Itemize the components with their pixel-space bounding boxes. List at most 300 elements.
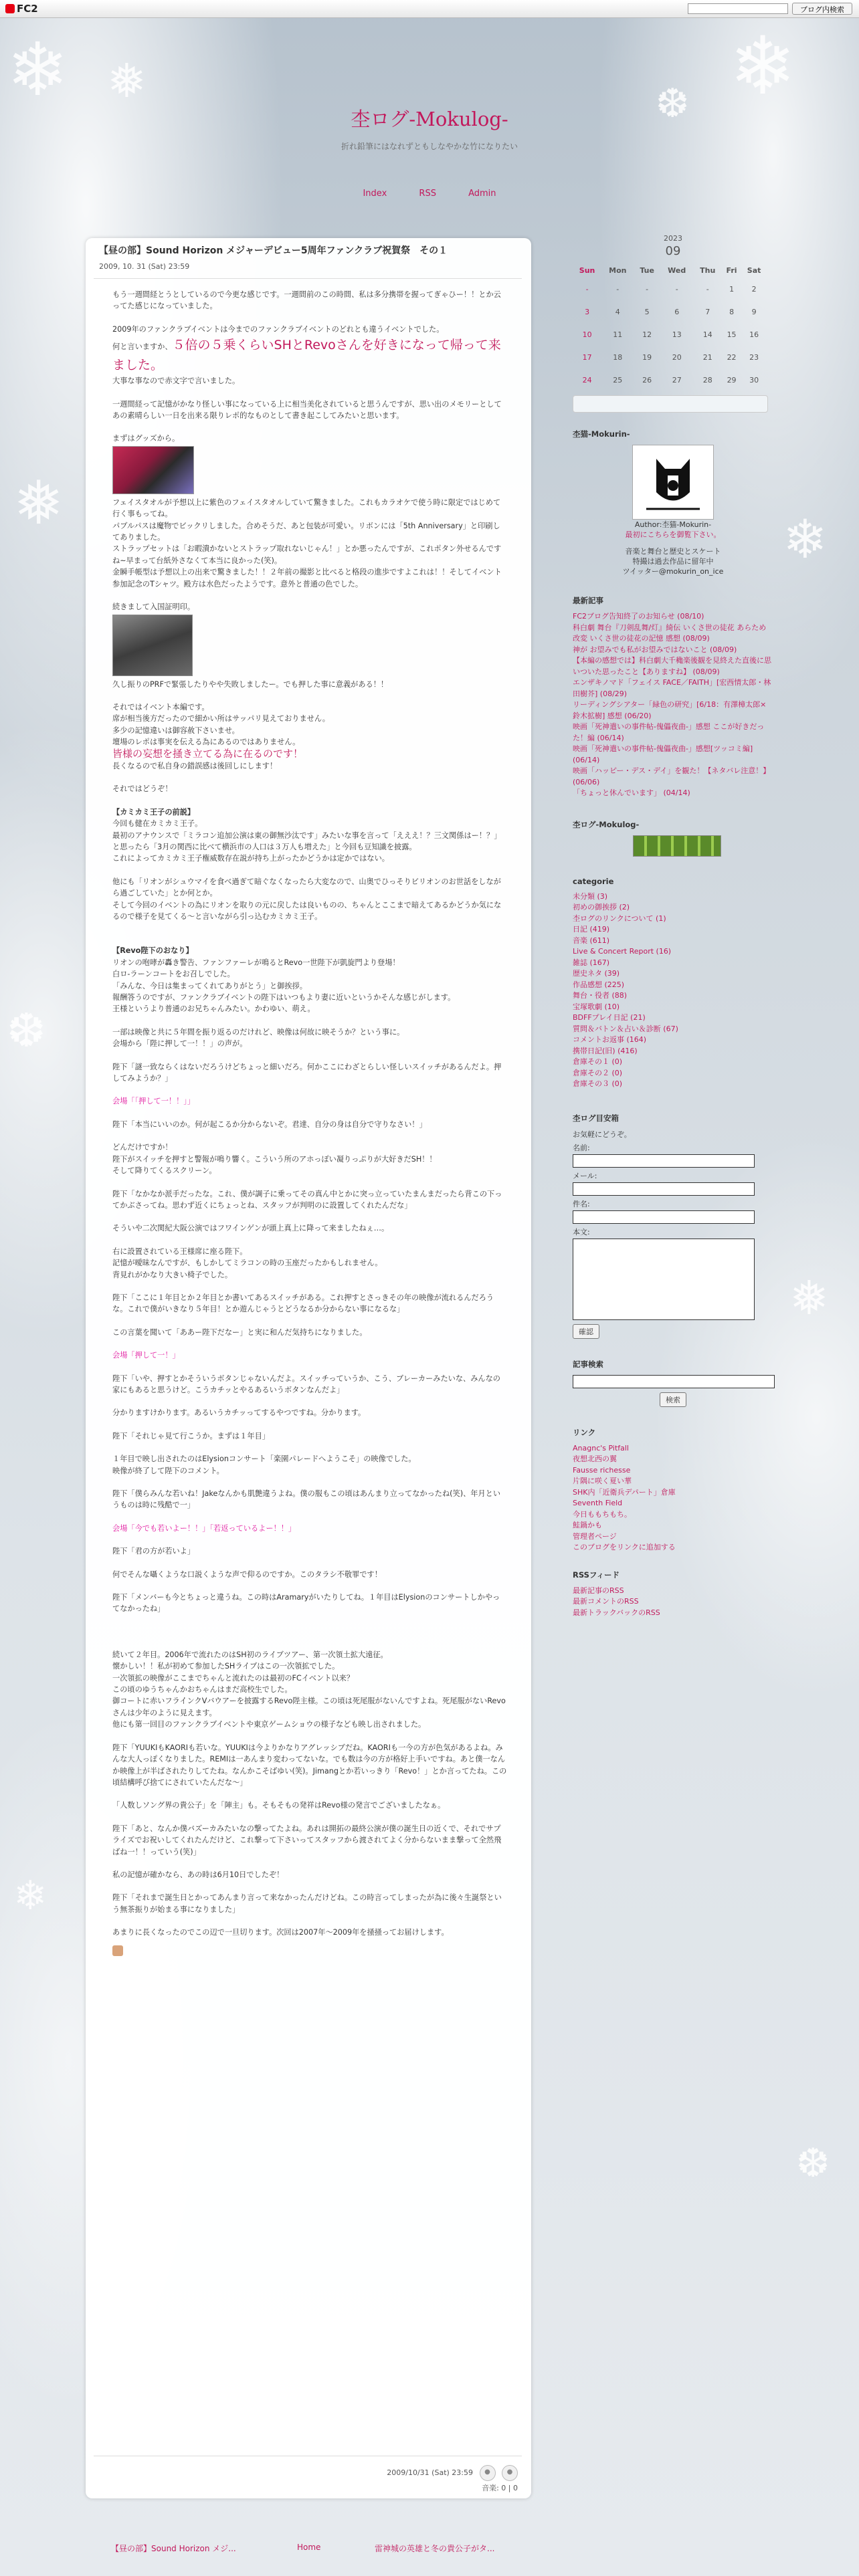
paragraph-text: それではイベント本編です。 — [112, 702, 209, 712]
profile-text — [573, 520, 773, 576]
entry-paragraph — [112, 1477, 507, 1488]
recent-entry-link[interactable]: 【本編の感想では】科白劇大千穐楽後観を見終えた直後に思いついた思ったこと【ありますね】 (08/09) — [573, 656, 771, 676]
calendar-day: 10 — [582, 330, 592, 339]
entry-paragraph — [112, 601, 507, 613]
category-link[interactable]: 歴史ネタ (39) — [573, 969, 620, 978]
entry-date: 2009, 10. 31 (Sat) 23:59 — [99, 262, 190, 271]
paragraph-text: 久し振りのPRFで緊張したりやや失敗しましたー。でも押した事に意義がある！！ — [112, 679, 389, 689]
paragraph-text: 王様というより普通のお兄ちゃんみたい。かわゆい、萌え。 — [112, 1004, 315, 1014]
snowflake-icon: ❅ — [789, 1271, 829, 1325]
category-link[interactable]: 杢ログのリンクについて (1) — [573, 914, 666, 923]
entry-paragraph — [112, 289, 507, 312]
prev-entry-link[interactable]: 【昼の部】Sound Horizon メジ... — [111, 2544, 236, 2553]
calendar-day: 1 — [729, 284, 735, 294]
fc2-logo-text: FC2 — [17, 3, 38, 15]
paragraph-text: それではどうぞ！ — [112, 784, 173, 794]
paragraph-text: 陛下「あと、なんか僕バズーカみたいなの撃ってたよね。あれは開拓の最終公演が僕の誕生日の近くで、それでサプライズでお祝いしてくれたんだけど、これ撃って下さいってスタッフから渡されてよく分からないまま撃って全然飛ばね一！！っていう(笑)」 — [112, 1824, 502, 1856]
entry-paragraph — [112, 1800, 507, 1811]
paragraph-text: 陛下「いや、押すとかそういうボタンじゃないんだよ。スイッチっていうか、こう、ブレーカーみたいな、みんなの家にもあると思うけど。こうカチッとやるあるいうボタンなんだよ」 — [112, 1374, 500, 1394]
paragraph-text: 何と言いますか、 — [112, 342, 173, 352]
entry-paragraph — [112, 1396, 507, 1407]
external-link[interactable]: 片隅に咲く夏い華 — [573, 1477, 632, 1485]
paragraph-text: １年目で映し出されたのはElysionコンサート「楽園パレードへようこそ」の映像でした。 — [112, 1455, 416, 1464]
category-link[interactable]: 音楽 (611) — [573, 936, 610, 945]
paragraph-text: 白ロ-ラーンコートをお召しでした。 — [112, 970, 235, 979]
entry-paragraph — [112, 1660, 507, 1672]
mailform-intro: お気軽にどうぞ。 — [573, 1130, 632, 1139]
entry-body — [112, 289, 507, 1959]
entry-paragraph — [112, 1638, 507, 1649]
calendar-day: 3 — [585, 307, 590, 316]
paragraph-text: 壇場のレポは事実を伝える為にあるのではありません。 — [112, 738, 300, 747]
recent-entry-link[interactable]: FC2ブログ告知終了のお知らせ (08/10) — [573, 612, 704, 621]
entry-paragraph — [112, 748, 507, 760]
entry-paragraph — [112, 1684, 507, 1695]
paragraph-text: 続いて２年目。2006年で流れたのはSH初のライブツアー、第一次領土拡大遠征。 — [112, 1650, 388, 1659]
paragraph-text: 会場から「陛に押して一！！」の声が。 — [112, 1039, 248, 1049]
paragraph-text: 多少の記憶違いは御容赦下さいませ。 — [112, 726, 240, 735]
paragraph-text: 陛下「僕らみんな若いね！Jakeなんかも肌艶違うよね。僕の服もこの頃はあんまり立ってなかったね(笑)、年月というものは時に残酷で一」 — [112, 1489, 501, 1510]
entry-paragraph — [112, 1084, 507, 1095]
category-link[interactable]: 作品感想 (225) — [573, 980, 625, 989]
entry-paragraph — [112, 375, 507, 387]
entry-paragraph — [112, 1154, 507, 1165]
entry-paragraph — [112, 1246, 507, 1257]
calendar-day: 2 — [751, 284, 757, 294]
share-icon[interactable]: ● — [480, 2465, 496, 2481]
mail-label: メール: — [573, 1171, 597, 1180]
paragraph-text: 今回も健在カミカミ王子。 — [112, 819, 203, 829]
entry-paragraph — [112, 1892, 507, 1915]
paragraph-text: 右に設置されている王様席に座る陛下。 — [112, 1247, 248, 1256]
entry-paragraph — [112, 1881, 507, 1892]
mailform-submit-button[interactable]: 確認 — [573, 1324, 599, 1339]
category-link[interactable]: 倉庫その１ (0) — [573, 1057, 623, 1066]
paragraph-text: 一次領拡の映像がここまでちゃんと流れたのは最初のFCイベント以来？ — [112, 1673, 355, 1683]
profile-first-link[interactable]: 最初にこちらを御覧下さい。 — [625, 530, 721, 539]
entry-emoji-icon — [112, 1945, 123, 1956]
entry-paragraph — [112, 566, 507, 590]
profile-avatar — [632, 445, 714, 520]
entry-paragraph — [112, 957, 507, 968]
recent-entry-link[interactable]: 映画「ハッピー・デス・デイ」を観た！【ネタバレ注意！】 (06/06) — [573, 766, 771, 786]
category-link[interactable]: 舞台・役者 (88) — [573, 991, 628, 1000]
entry-paragraph — [112, 1430, 507, 1442]
calendar-year: 2023 — [664, 234, 682, 243]
paragraph-text: そして降りてくるスクリーン。 — [112, 1166, 217, 1176]
entry-paragraph — [112, 795, 507, 807]
entry-paragraph — [112, 590, 507, 601]
header-nav — [0, 189, 859, 199]
paragraph-text: 最初のアナウンスで「ミラコン追加公演は東の御無沙汰です」みたいな事を言って「えええ！？三文関係はー！？」と思ったら「3月の関西に比べて横浜市の人口は３万人も増えた」と今回も豆知識を披露。 — [112, 831, 502, 851]
footer-nav — [0, 2539, 859, 2559]
paragraph-text: 分かりますけかります。あるいうカチッってするやつですね。分かります。 — [112, 1408, 366, 1418]
external-link[interactable]: 夜想北西の翼 — [573, 1455, 617, 1463]
paragraph-text: あまりに長くなったのでこの辺で一旦切ります。次回は2007年～2009年を掻掻ってお届けします。 — [112, 1928, 449, 1937]
paragraph-text: ストラップセットは「お暇潰かないとストラップ取れないじゃん！」とか悪ったんですが、これポタン外せるんですね~早まって台紙外さなくて本当に良かった(笑)。 — [112, 544, 502, 565]
audience-call-text: 会場「押して一！」 — [112, 1351, 180, 1360]
search-heading: 記事検索 — [573, 1359, 603, 1369]
entry-paragraph — [112, 690, 507, 702]
entry-paragraph — [112, 1222, 507, 1234]
entry-paragraph — [112, 1569, 507, 1580]
calendar-weekday: Tue — [640, 266, 654, 275]
calendar-day: 28 — [702, 375, 712, 385]
emphasized-text: 皆様の妄想を掻き立てる為に在るのです！ — [112, 747, 304, 760]
profile-line: 音楽と舞台と歴史とスケート — [625, 547, 721, 556]
paragraph-text: どんだけですか！ — [112, 1143, 173, 1152]
recent-entry-link[interactable]: リーディングシアター「緑色の研究」[6/18：有澤樟太郎×鈴木拡樹] 感想 (06/20) — [573, 700, 767, 720]
category-list — [573, 891, 773, 1090]
recent-entry-link[interactable]: 映画「死神遣いの事件帖-傀儡夜曲-」感想 ここが好きだった！編 (06/14) — [573, 722, 765, 742]
paragraph-text: 陛下「メンバーも今とちょっと違うね。この時はAramaryがいたりしてね。１年目はElysionのコンサートしかやってなかったね」 — [112, 1593, 500, 1614]
calendar-day: 11 — [613, 330, 623, 339]
section-heading: 【カミカミ王子の前説】 — [112, 807, 195, 817]
entry-paragraph — [112, 1188, 507, 1212]
entry-paragraph — [112, 1626, 507, 1638]
external-link[interactable]: このブログをリンクに追加する — [573, 1543, 676, 1551]
entry-paragraph — [112, 760, 507, 772]
entry-paragraph — [112, 830, 507, 853]
calendar-day: 18 — [613, 352, 623, 362]
blog-banner[interactable] — [633, 835, 721, 857]
calendar-day: - — [585, 284, 589, 294]
entry-photo[interactable] — [112, 446, 194, 494]
entry-paragraph — [112, 312, 507, 324]
paragraph-text: そして今回のイベントの為にリオンを取りの元に戻したは良いものの、ちゃんとここまで暗えてあるかどうか気になるので様子を見てくる～と言いながら引っ込むカミカミ王子。 — [112, 900, 502, 921]
entry-paragraph — [112, 433, 507, 444]
paragraph-text: 陛下「なかなか派手だったな。これ、僕が調子に乗ってその真ん中とかに突っ立っていたまんまだったら背この下ってかぶさってね。思わず近くにちょっとね、スタッフが判明のに設置してくれたんだな」 — [112, 1189, 502, 1210]
entry-paragraph — [112, 772, 507, 783]
paragraph-text: 「みんな、今日は集まってくれてありがとう」と御挨拶。 — [112, 981, 307, 990]
paragraph-text: 続きまして入国証明印。 — [112, 603, 195, 612]
entry-paragraph — [112, 1095, 507, 1107]
entry-paragraph — [112, 1523, 507, 1534]
entry-paragraph — [112, 1119, 507, 1130]
paragraph-text: 一部は映像と共に５年間を振り返るのだけれど、映像は何故に映そうか？という事に。 — [112, 1027, 405, 1037]
entry-paragraph — [112, 1177, 507, 1188]
paragraph-text: リオンの咆哮が轟き警告、ファンファーレが鳴るとRevo一世陛下が凱旋門より登場！ — [112, 958, 400, 967]
highlighted-text: ５倍の５乗くらいSHとRevoさんを好きになって帰って来ました。 — [112, 338, 501, 373]
category-link[interactable]: 初めの御挨拶 (2) — [573, 903, 630, 911]
entry-paragraph — [112, 922, 507, 934]
external-link[interactable]: SHK内「近衛兵デパート」倉庫 — [573, 1487, 676, 1497]
paragraph-text: 2009年のファンクラブイベントは今までのファンクラブイベントのどれとも違うイベントでした。 — [112, 324, 444, 334]
entry-paragraph — [112, 713, 507, 724]
calendar-day: 29 — [727, 375, 737, 385]
paragraph-text: 御コートに赤いフラインクVバウアーを披露するRevo陛主様。この頃は死尾服がないんですよね。死尾服がないRevoさんは少年のように見えます。 — [112, 1697, 506, 1717]
recent-entry-link[interactable]: 「ちょっと休んでいます」 (04/14) — [573, 788, 690, 797]
entry-paragraph — [112, 1257, 507, 1269]
entry-photo[interactable] — [112, 615, 193, 676]
calendar-weekday: Sun — [579, 266, 595, 275]
calendar-day: 16 — [749, 330, 759, 339]
audience-call-text: 会場「「押して一！！」」 — [112, 1097, 195, 1106]
entry-paragraph — [112, 1281, 507, 1292]
snowflake-icon: ❄ — [783, 508, 828, 570]
paragraph-text: もう一週間経とうとしているので今更な感じです。一週間前のこの時間、私は多分携帯を握ってぎゃひー！！とか云ってた感じになっていました。 — [112, 290, 501, 311]
entry-paragraph — [112, 1719, 507, 1730]
entry-paragraph — [112, 1823, 507, 1858]
calendar-day: 5 — [644, 307, 650, 316]
entry-paragraph — [112, 1742, 507, 1789]
entry-paragraph — [112, 1027, 507, 1038]
paragraph-text: 長くなるので私自身の錯誤感は後回しにします！ — [112, 761, 278, 770]
external-link[interactable]: Fausse richesse — [573, 1465, 631, 1475]
category-link[interactable]: BDFFプレイ日記 (21) — [573, 1013, 646, 1022]
entry-paragraph — [112, 1869, 507, 1881]
entry-paragraph — [112, 1269, 507, 1281]
fc2-logo[interactable] — [5, 3, 38, 15]
blog-title[interactable]: 杢ログ-Mokulog- — [351, 108, 508, 130]
entry-paragraph — [112, 1927, 507, 1938]
category-link[interactable]: 質問＆バトン＆占い＆診断 (67) — [573, 1024, 678, 1033]
calendar-day: 19 — [642, 352, 652, 362]
category-heading: categorie — [573, 876, 614, 886]
entry-paragraph — [112, 1130, 507, 1142]
recent-entry-link[interactable]: エンザキノマド「フェイス FACE／FAITH」[宏西情太郎・林田樹芥] (08/29) — [573, 678, 771, 698]
calendar-weekday: Mon — [609, 266, 627, 275]
calendar-day: 8 — [729, 307, 735, 316]
calendar-day: 25 — [613, 375, 623, 385]
calendar-day: 9 — [751, 307, 757, 316]
paragraph-text: 報酬答うのですが、ファンクラブイベントの陛下はいつもより妻に近いというかそんな感じがします。 — [112, 993, 456, 1002]
external-link[interactable]: 管理者ページ — [573, 1531, 617, 1541]
paragraph-text: パブルパスは魔物でビックリしました。合めそうだ、あと包装が可愛い。リボンには「5th Anniversary」と印刷してありました。 — [112, 521, 500, 542]
entry-paragraph — [112, 1580, 507, 1592]
entry-paragraph — [112, 1350, 507, 1361]
next-entry-link[interactable]: 雷神城の英雄と冬の貴公子がタ... — [375, 2544, 495, 2553]
nav-rss-link[interactable]: RSS — [419, 189, 436, 199]
paragraph-text: 陛下「それまで誕生日とかってあんまり言って来なかったんだけどね。この時言ってしまったが為に後々生誕祭という無茶振りが始まる事になりました」 — [112, 1893, 502, 1914]
recent-entry-link[interactable]: 神が お望みでも私がお望みではないこと (08/09) — [573, 645, 737, 654]
entry-paragraph — [112, 992, 507, 1003]
paragraph-text: 「人数しソング界の貴公子」を「陣主」も。そもそもの発祥はRevo様の発言でございましたなぁ。 — [112, 1801, 446, 1810]
nav-admin-link[interactable]: Admin — [468, 189, 496, 199]
calendar — [573, 263, 767, 391]
external-link[interactable]: Anagnc's Pitfall — [573, 1443, 629, 1453]
external-link[interactable]: 鮭鍋かも — [573, 1521, 602, 1529]
profile-heading: 杢猫-Mokurin- — [573, 429, 630, 439]
divider — [94, 278, 522, 279]
entry-paragraph — [112, 1235, 507, 1246]
paragraph-text: 陛下「それじゃ見て行こうか。まずは１年目」 — [112, 1431, 270, 1440]
entry-paragraph — [112, 865, 507, 876]
entry-paragraph — [112, 968, 507, 980]
entry-paragraph — [112, 1038, 507, 1049]
entry-paragraph — [112, 1165, 507, 1176]
entry-paragraph — [112, 543, 507, 566]
fc2-topbar — [0, 0, 859, 18]
paragraph-text: 懐かしい！！私が初めて参加したSHライブはこの一次領拡でした。 — [112, 1662, 340, 1671]
entry-paragraph — [112, 1407, 507, 1418]
paragraph-text: 陛下「謎一致ならくはないだろうけどちょっと細いだろ。何かここにわざとらしい怪しいスイッチがあるんだよ。押してみようか？」 — [112, 1062, 502, 1083]
entry-paragraph — [112, 1327, 507, 1338]
blog-search-input[interactable] — [688, 3, 788, 14]
external-link[interactable]: 今日ももちもち。 — [573, 1509, 632, 1519]
category-link[interactable]: 日記 (419) — [573, 925, 610, 934]
entry-paragraph — [112, 1362, 507, 1373]
paragraph-text: フェイスタオルが予想以上に紫色のフェイスタオルしていて驚きました。これもカラオケで使う時に限定ではじめて行く事もってね。 — [112, 498, 501, 519]
entry-paragraph — [112, 421, 507, 433]
entry-paragraph — [112, 736, 507, 748]
entry-paragraph — [112, 1534, 507, 1545]
paragraph-text: 金瞬手帳型は予想以上の出来で驚きました！！２年前の撮影と比べると格段の進歩ですよこれは！！そしてイベント参加記念のTシャツ。殿方は水色だったようです。意外と普通の色でした。 — [112, 568, 502, 588]
calendar-day: 21 — [702, 352, 712, 362]
paragraph-text: 他にも「リオンがシュウマイを食べ過ぎて暗ぐなくなったら大変なので、山奥でひっそりビリオンのお世話をしながら過ごしていた」とか何とか。 — [112, 877, 501, 898]
paragraph-text: 一週間経って記憶がかなり怪しい事になっている上に相当美化されていると思うんですが、思い出のメモリーとしてあの素晴らしい一日を出来る限りレポ的なものとして書き起こしてみたいと思います。 — [112, 399, 502, 421]
category-link[interactable]: 未分類 (3) — [573, 891, 608, 901]
calendar-day: 23 — [749, 352, 759, 362]
category-link[interactable]: コメントお返事 (164) — [573, 1035, 647, 1044]
category-link[interactable]: 雑誌 (167) — [573, 958, 610, 967]
external-link[interactable]: Seventh Field — [573, 1499, 623, 1507]
home-link[interactable]: Home — [297, 2543, 321, 2552]
entry-paragraph — [112, 1315, 507, 1327]
fc2-logo-icon — [5, 4, 15, 13]
category-link[interactable]: 倉庫その３ (0) — [573, 1079, 623, 1088]
entry-paragraph — [112, 853, 507, 864]
name-field[interactable] — [573, 1154, 755, 1168]
calendar-day: 27 — [672, 375, 682, 385]
entry-paragraph — [112, 1673, 507, 1684]
entry-paragraph — [112, 399, 507, 422]
profile-author: Author:杢猫-Mokurin- — [634, 520, 712, 529]
calendar-day: 14 — [702, 330, 712, 339]
snowflake-icon: ❆ — [656, 80, 690, 127]
rss-link[interactable]: 最新コメントのRSS — [573, 1597, 639, 1606]
body-label: 本文: — [573, 1227, 590, 1237]
entry-paragraph — [112, 1107, 507, 1119]
paragraph-text: まずはグッズから。 — [112, 434, 180, 443]
snowflake-icon: ❄ — [729, 20, 797, 113]
calendar-weekday: Thu — [700, 266, 716, 275]
entry-paragraph — [112, 1211, 507, 1222]
subject-field[interactable] — [573, 1210, 755, 1224]
category-link[interactable]: 携帯日記(旧) (416) — [573, 1046, 638, 1055]
snowflake-icon: ❅ — [107, 53, 147, 108]
recent-entry-link[interactable]: 科白劇 舞台『刀剣乱舞/灯』綺伝 いくさ世の徒花 あらため 改変 いくさ世の徒花の記憶 感想 (08/09) — [573, 623, 767, 643]
entry-paragraph — [112, 818, 507, 829]
paragraph-text: 陛下「本当にいいのか。何が起こるか分からないぞ。君達、自分の身は自分で守りなさい！」 — [112, 1119, 427, 1129]
entry-paragraph — [112, 1050, 507, 1061]
article-search-input[interactable] — [573, 1375, 775, 1388]
calendar-day: - — [616, 284, 619, 294]
profile-line[interactable]: ツイッター@mokurin_on_ice — [622, 567, 724, 576]
paragraph-text: 陛下「君の方が若いよ」 — [112, 1547, 195, 1556]
calendar-weekday: Sat — [747, 266, 761, 275]
entry-paragraph — [112, 679, 507, 690]
recent-list — [573, 611, 773, 799]
name-label: 名前: — [573, 1143, 590, 1152]
entry-title[interactable]: 【昼の部】Sound Horizon メジャーデビュー5周年ファンクラブ祝賀祭 その１ — [99, 245, 448, 256]
rss-list — [573, 1586, 773, 1619]
entry-paragraph — [112, 783, 507, 794]
entry-paragraph — [112, 1373, 507, 1396]
entry-paragraph — [112, 1419, 507, 1430]
paragraph-text: そういや二次関紀大阪公演ではフワインゲンが頭上真上に降って来ましたねぇ…。 — [112, 1224, 389, 1233]
sidebar-search-input[interactable] — [573, 395, 768, 413]
entry-panel — [86, 238, 531, 2498]
entry-paragraph — [112, 702, 507, 713]
calendar-day: 4 — [615, 307, 620, 316]
category-link[interactable]: 宝塚歌劇 (10) — [573, 1002, 620, 1011]
entry-paragraph — [112, 1915, 507, 1927]
paragraph-text: 記憶が曖昧なんですが、もしかしてミラコンの時の玉座だったかもしれません。 — [112, 1259, 383, 1268]
entry-paragraph — [112, 1292, 507, 1315]
entry-paragraph — [112, 899, 507, 923]
entry-paragraph — [112, 1061, 507, 1085]
paragraph-text: 席が相当後方だったので細かい所はサッパリ見えておりません。 — [112, 714, 330, 724]
entry-paragraph — [112, 1788, 507, 1800]
audience-call-text: 会場「今でも若いよー！！」「若返っているよー！！」 — [112, 1523, 296, 1533]
calendar-day: 15 — [727, 330, 737, 339]
snowflake-icon: ❄ — [13, 1872, 47, 1919]
mail-field[interactable] — [573, 1182, 755, 1196]
entry-paragraph — [112, 980, 507, 992]
profile-line: 特撮は過去作品に留年中 — [632, 557, 714, 566]
entry-paragraph — [112, 387, 507, 399]
calendar-day: 6 — [674, 307, 680, 316]
rss-link[interactable]: 最新記事のRSS — [573, 1586, 624, 1595]
paragraph-text: 陛下「ここに１年目とか２年目とか書いてあるスイッチがある。これ押すとさっきその年の映像が流れるんだろうな。これで僕がいきなり５年目！とか遊んじゃうとどうなるか分からない事になるな」 — [112, 1293, 494, 1314]
calendar-month: 09 — [665, 244, 681, 258]
paragraph-text: これによってカミカミ王子権威数存在説が持ち上がったかどうかは定かではない。 — [112, 854, 389, 863]
paragraph-text: 陛下「YUUKIもKAORIも若いな。YUUKIは今よりかなりアグレッシブだね。KAORIも一今の方が色気があるよね。みんな大人っぽくなりました。REMIは一あんまり変わってないな。でも数は今の方が格好上手いですね。あと僕一なんか映像上が半ばされたりしてたね。なんかこそばゆい(笑)。Jimangとか若いっきり「Revo！」とか言ってたね。この頃結構呼び捨てにされていたんだな～」 — [112, 1743, 507, 1787]
calendar-day: 30 — [749, 375, 759, 385]
entry-paragraph — [112, 1858, 507, 1869]
entry-paragraph — [112, 1142, 507, 1153]
body-textarea[interactable] — [573, 1239, 755, 1320]
calendar-day: 26 — [642, 375, 652, 385]
calendar-day: 13 — [672, 330, 682, 339]
banner-heading: 杢ログ-Mokulog- — [573, 819, 640, 829]
entry-paragraph — [112, 324, 507, 335]
rss-heading: RSSフィード — [573, 1570, 619, 1580]
entry-paragraph — [112, 1558, 507, 1569]
entry-paragraph — [112, 1649, 507, 1660]
calendar-day: - — [706, 284, 709, 294]
entry-paragraph — [112, 1015, 507, 1027]
share-icon[interactable]: ● — [502, 2465, 518, 2481]
paragraph-text: 私の記憶が確かなら、あの時は6月10日でしたぞ！ — [112, 1870, 284, 1879]
category-link[interactable]: Live & Concert Report (16) — [573, 947, 672, 956]
calendar-day: - — [675, 284, 678, 294]
recent-entry-link[interactable]: 映画「死神遣いの事件帖-傀儡夜曲-」感想[ツッコミ編] (06/14) — [573, 744, 753, 764]
snowflake-icon: ❆ — [796, 2140, 830, 2187]
blog-description: 折れ鉛筆にはなれずともしなやかな竹になりたい — [341, 142, 518, 151]
entry-paragraph — [112, 945, 507, 956]
entry-paragraph — [112, 1695, 507, 1719]
entry-paragraph — [112, 1003, 507, 1014]
entry-paragraph — [112, 1453, 507, 1465]
calendar-weekday: Wed — [668, 266, 686, 275]
paragraph-text: 何でそんな囁くような口説くような声で仰るのですか。このタラシ不敬罪です！ — [112, 1570, 382, 1579]
category-link[interactable]: 倉庫その２ (0) — [573, 1068, 623, 1077]
entry-paragraph — [112, 725, 507, 736]
paragraph-text: 大事な事なので赤文字で言いました。 — [112, 377, 240, 386]
entry-footer-date: 2009/10/31 (Sat) 23:59 — [387, 2468, 473, 2477]
article-search-button[interactable]: 検索 — [660, 1392, 686, 1407]
paragraph-text: この言葉を聞いて「ああー陛下だなー」と実に和んだ気持ちになりました。 — [112, 1327, 367, 1337]
entry-paragraph — [112, 934, 507, 945]
rss-link[interactable]: 最新トラックバックのRSS — [573, 1608, 660, 1617]
nav-index-link[interactable]: Index — [363, 189, 387, 199]
calendar-day: - — [646, 284, 649, 294]
paragraph-text: この頃のゆうちゃんかおちゃんはまだ高校生でした。 — [112, 1685, 292, 1695]
blog-search-button[interactable]: ブログ内検索 — [792, 3, 852, 15]
entry-meta[interactable]: 音楽: 0 | 0 — [482, 2484, 518, 2492]
